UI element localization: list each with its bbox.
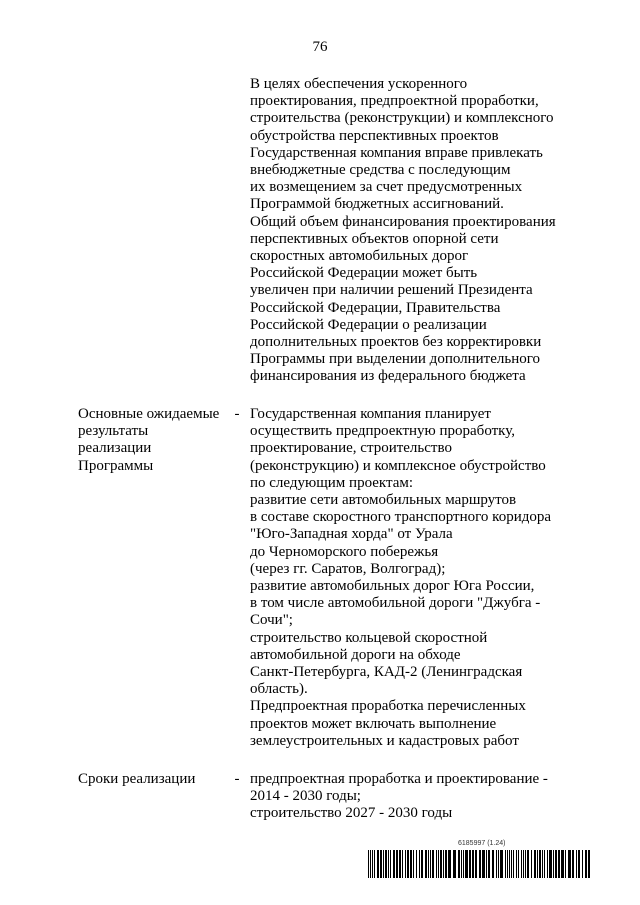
text-line: внебюджетные средства с последующим <box>250 162 511 179</box>
text-line: их возмещением за счет предусмотренных <box>250 179 523 196</box>
text-line: строительства (реконструкции) и комплексного <box>250 110 554 127</box>
text-line: (реконструкцию) и комплексное обустройство <box>250 457 546 474</box>
section-1-value <box>250 76 580 386</box>
text-line: строительство 2027 - 2030 годы <box>250 805 453 822</box>
label-line: Основные ожидаемые <box>78 406 220 422</box>
page-number: 76 <box>312 39 328 55</box>
text-line: проектов может включать выполнение <box>250 715 497 732</box>
text-line: Общий объем финансирования проектирования <box>250 213 556 230</box>
text-line: Российской Федерации, Правительства <box>250 299 501 316</box>
text-line: до Черноморского побережья <box>250 543 439 560</box>
section-2-value <box>250 406 580 750</box>
label-line: Сроки реализации <box>78 771 196 787</box>
text-line: Сочи"; <box>250 612 293 629</box>
text-line: финансирования из федерального бюджета <box>250 368 526 385</box>
label-line: результаты <box>78 423 149 440</box>
text-line: развитие автомобильных дорог Юга России, <box>250 578 535 595</box>
text-line: осуществить предпроектную проработку, <box>250 423 515 440</box>
text-line: проектирование, строительство <box>250 440 452 457</box>
label-line: реализации <box>78 440 152 457</box>
text-line: В целях обеспечения ускоренного <box>250 76 468 92</box>
text-line: предпроектная проработка и проектирование - <box>250 771 548 787</box>
text-line: Программой бюджетных ассигнований. <box>250 196 504 213</box>
barcode-icon <box>368 850 590 878</box>
text-line: скоростных автомобильных дорог <box>250 248 469 265</box>
section-2-label <box>78 406 228 475</box>
text-line: увеличен при наличии решений Президента <box>250 282 533 299</box>
text-line: развитие сети автомобильных маршрутов <box>250 492 517 509</box>
text-line: "Юго-Западная хорда" от Урала <box>250 526 453 543</box>
text-line: дополнительных проектов без корректировки <box>250 334 542 351</box>
text-line: область). <box>250 681 308 698</box>
text-line: по следующим проектам: <box>250 474 414 491</box>
text-line: Предпроектная проработка перечисленных <box>250 698 526 715</box>
text-line: (через гг. Саратов, Волгоград); <box>250 560 446 577</box>
text-line: строительство кольцевой скоростной <box>250 629 488 646</box>
text-line: Государственная компания вправе привлекать <box>250 144 543 161</box>
text-line: в составе скоростного транспортного коридора <box>250 509 552 526</box>
text-line: 2014 - 2030 годы; <box>250 788 361 805</box>
text-line: землеустроительных и кадастровых работ <box>250 732 519 749</box>
section-3-value <box>250 771 580 823</box>
text-line: в том числе автомобильной дороги "Джубга - <box>250 595 541 612</box>
section-3-dash: - <box>234 771 240 787</box>
text-line: Российской Федерации о реализации <box>250 316 487 333</box>
text-line: проектирования, предпроектной проработки, <box>250 93 539 110</box>
text-line: обустройства перспективных проектов <box>250 127 499 144</box>
text-line: перспективных объектов опорной сети <box>250 230 499 247</box>
text-line: Государственная компания планирует <box>250 406 491 422</box>
label-line: Программы <box>78 457 154 474</box>
section-3-label <box>78 771 228 788</box>
text-line: Санкт-Петербурга, КАД-2 (Ленинградская <box>250 664 523 681</box>
section-2-dash: - <box>234 406 240 422</box>
text-line: Российской Федерации может быть <box>250 265 478 282</box>
text-line: Программы при выделении дополнительного <box>250 351 541 368</box>
barcode-code: 6185997 (1.24) <box>458 840 506 847</box>
text-line: автомобильной дороги на обходе <box>250 646 461 663</box>
